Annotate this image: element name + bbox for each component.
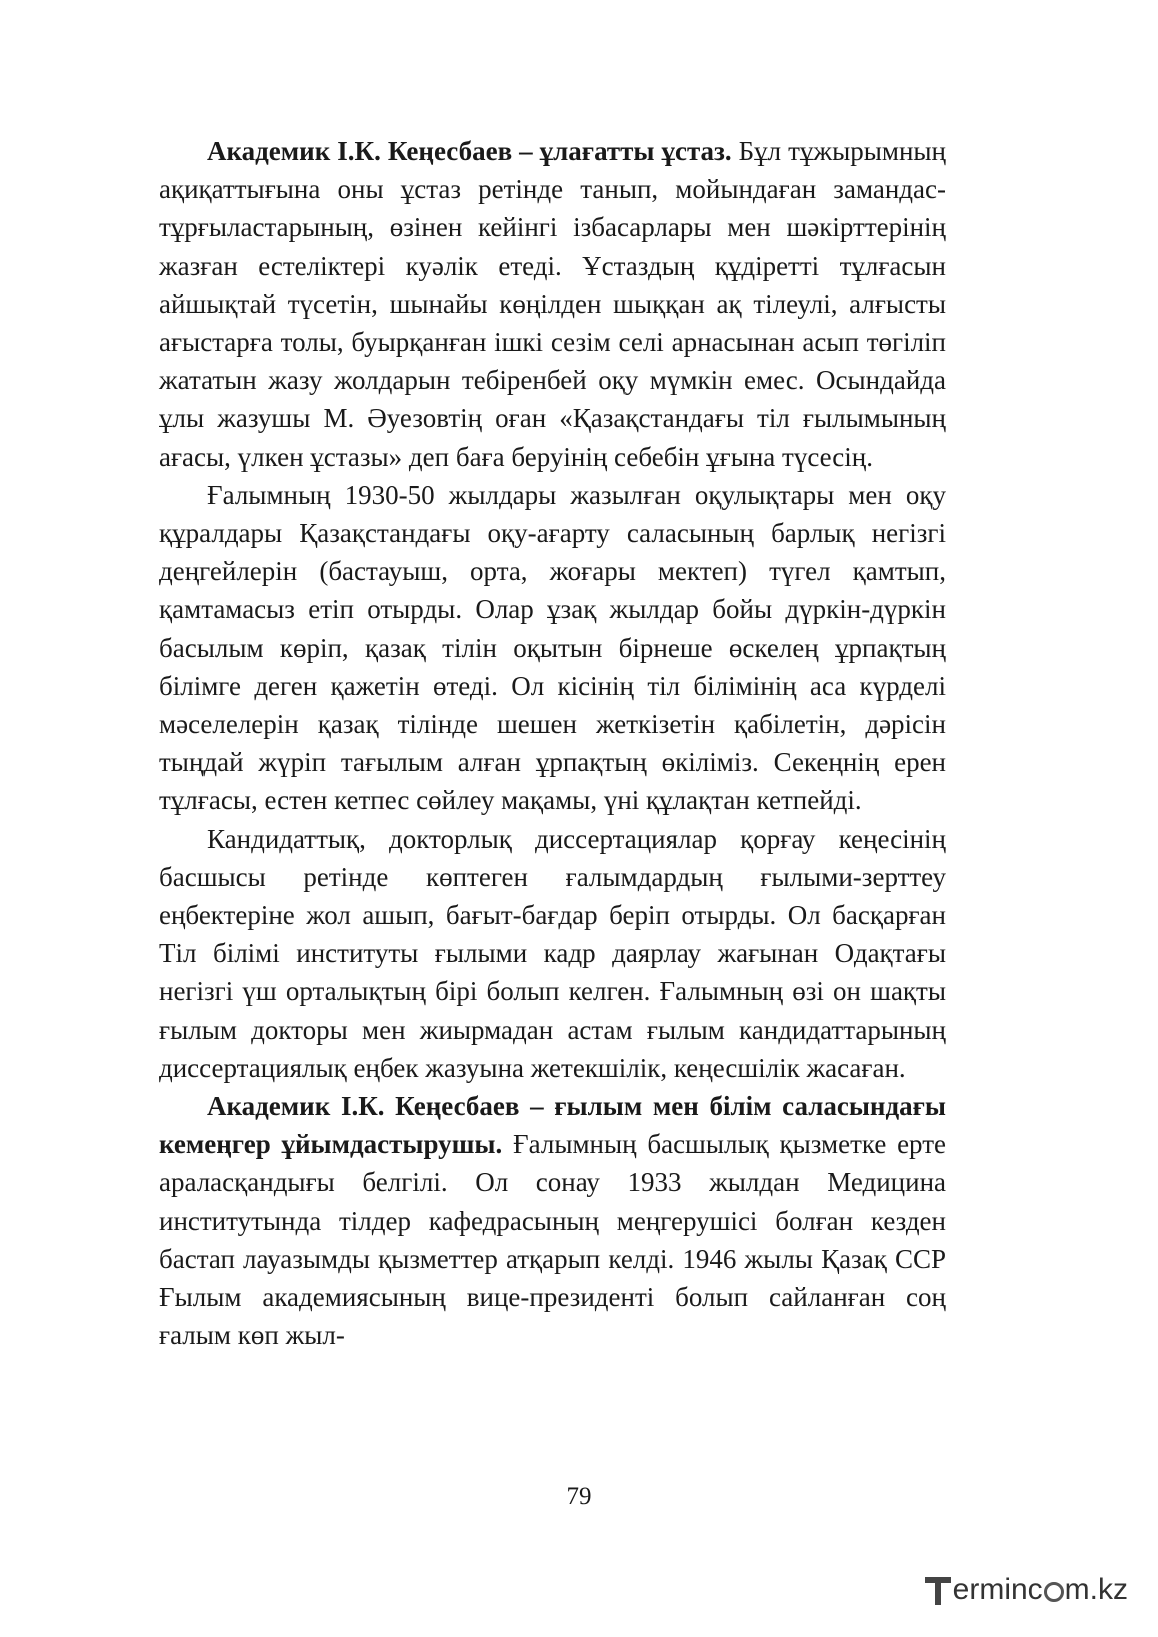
section-heading-organizer: Академик І.К. Кеңесбаев – ғылым мен білім саласындағы кемеңгер ұйымдастырушы. [159,1091,946,1160]
paragraph-4 [159,1087,946,1354]
watermark-logo [925,1573,1128,1607]
body-text [159,132,946,1355]
section-heading-teacher: Академик І.К. Кеңесбаев – ұлағатты ұстаз. [207,136,732,166]
paragraph-1-text: Бұл тұжырымның ақиқаттығына оны ұстаз ретінде танып, мойындаған замандас-тұрғыластарының, өзінен кейінгі ізбасарлары мен шәкірттерінің жазған естеліктері куәлік етеді. Ұстаздың құдіретті тұлғасын айшықтай түсетін, шынайы көңілден шыққан ақ тілеулі, алғысты ағыстарға толы, буырқанған ішкі сезім селі арнасынан асып төгіліп жататын жазу жолдарын тебіренбей оқу мүмкін емес. Осындайда ұлы жазушы М. Әуезовтің оған «Қазақстандағы тіл ғылымының ағасы, үлкен ұстазы» деп баға беруінің себебін ұғына түсесің. [159,136,946,472]
watermark-text-1: erminc [952,1573,1043,1606]
paragraph-1 [159,132,946,476]
paragraph-3-text: Кандидаттық, докторлық диссертациялар қорғау кеңесінің басшысы ретінде көптеген ғалымдардың ғылыми-зерттеу еңбектеріне жол ашып, бағыт-бағдар беріп отырды. Ол басқарған Тіл білімі институты ғылыми кадр даярлау жағынан Одақтағы негізгі үш орталықтың бірі болып келген. Ғалымның өзі он шақты ғылым докторы мен жиырмадан астам ғылым кандидаттарының диссертациялық еңбек жазуына жетекшілік, кеңесшілік жасаған. [159,823,946,1083]
paragraph-2 [159,476,946,820]
paragraph-4-text: Ғалымның басшылық қызметке ерте араласқандығы белгілі. Ол сонау 1933 жылдан Медицина институтында тілдер кафедрасының меңгерушісі болған кезден бастап лауазымды қызметтер атқарып келді. 1946 жылы Қазақ ССР Ғылым академиясының вице-президенті болып сайланған соң ғалым көп жыл- [159,1129,946,1351]
paragraph-3 [159,820,946,1087]
page-number: 79 [566,1483,592,1510]
t-logo-icon [925,1573,951,1607]
paragraph-2-text: Ғалымның 1930-50 жылдары жазылған оқулықтары мен оқу құралдары Қазақстандағы оқу-ағарту саласының барлық негізгі деңгейлерін (бастауыш, орта, жоғары мектеп) түгел қамтып, қамтамасыз етіп отырды. Олар ұзақ жылдар бойы дүркін-дүркін басылым көріп, қазақ тілін оқытын бірнеше өскелең ұрпақтың білімге деген қажетін өтеді. Ол кісінің тіл білімінің аса күрделі мәселелерін қазақ тілінде шешен жеткізетін қабілетін, дәрісін тыңдай жүріп тағылым алған ұрпақтың өкіліміз. Секеңнің ерен тұлғасы, естен кетпес сөйлеу мақамы, үні құлақтан кетпейді. [159,479,946,816]
watermark-text-2: m.kz [1064,1573,1128,1606]
magnifier-icon [1044,1582,1064,1602]
